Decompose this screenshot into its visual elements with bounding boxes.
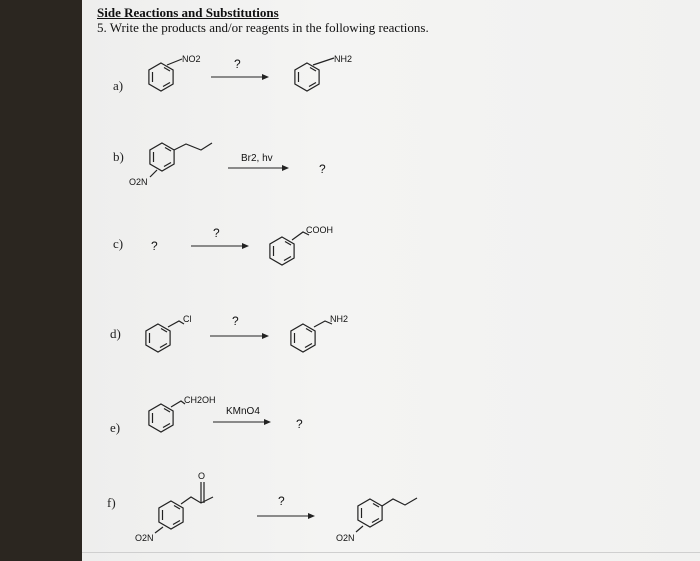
reaction-d xyxy=(146,314,348,352)
nitro-group-label-f-product: O2N xyxy=(336,533,355,543)
aniline-structure xyxy=(295,54,352,91)
nitro-group-label-f: O2N xyxy=(135,533,154,543)
nitro-group-label: NO2 xyxy=(182,54,201,64)
reaction-c-reagent: ? xyxy=(213,226,220,240)
reaction-c-reactant: ? xyxy=(151,239,158,253)
reaction-e-label: e) xyxy=(110,420,121,435)
phenylacetic-acid-structure xyxy=(270,225,333,265)
benzyl-chloride-structure xyxy=(146,314,192,352)
reaction-e-reagent: KMnO4 xyxy=(226,406,260,417)
reaction-a-reagent: ? xyxy=(234,57,241,71)
question-prompt: 5. Write the products and/or reagents in the following reactions. xyxy=(97,20,429,35)
reaction-c-label: c) xyxy=(113,236,124,251)
benzyl-alcohol-structure xyxy=(149,395,216,432)
reaction-c xyxy=(151,225,333,265)
reaction-f-reagent: ? xyxy=(278,494,285,508)
benzylamine-structure xyxy=(291,314,348,352)
reaction-b-reagent: Br2, hv xyxy=(241,153,273,164)
nitrophenyl-ketone-structure xyxy=(135,471,213,543)
reaction-a xyxy=(149,54,352,91)
reaction-b-label: b) xyxy=(113,149,124,164)
reaction-b xyxy=(129,143,326,187)
reaction-e xyxy=(149,395,303,432)
section-title: Side Reactions and Substitutions xyxy=(97,5,279,20)
reaction-b-product: ? xyxy=(319,162,326,176)
reaction-e-product: ? xyxy=(296,417,303,431)
nitrobenzene-structure xyxy=(149,54,201,91)
reaction-f-label: f) xyxy=(107,495,116,510)
carbonyl-oxygen-label: O xyxy=(198,471,206,481)
nitro-propylbenzene-product-structure xyxy=(336,498,417,543)
reaction-a-label: a) xyxy=(113,78,124,93)
nitro-group-label-b: O2N xyxy=(129,177,148,187)
reaction-d-label: d) xyxy=(110,326,121,341)
nitro-propylbenzene-structure xyxy=(129,143,212,187)
amino-group-label: NH2 xyxy=(334,54,353,64)
hydroxymethyl-group-label: CH2OH xyxy=(184,395,216,405)
reaction-f xyxy=(135,471,417,543)
amino-group-label-d: NH2 xyxy=(330,314,349,324)
chloro-group-label: Cl xyxy=(183,314,192,324)
carboxyl-group-label: COOH xyxy=(306,225,333,235)
reaction-d-reagent: ? xyxy=(232,314,239,328)
